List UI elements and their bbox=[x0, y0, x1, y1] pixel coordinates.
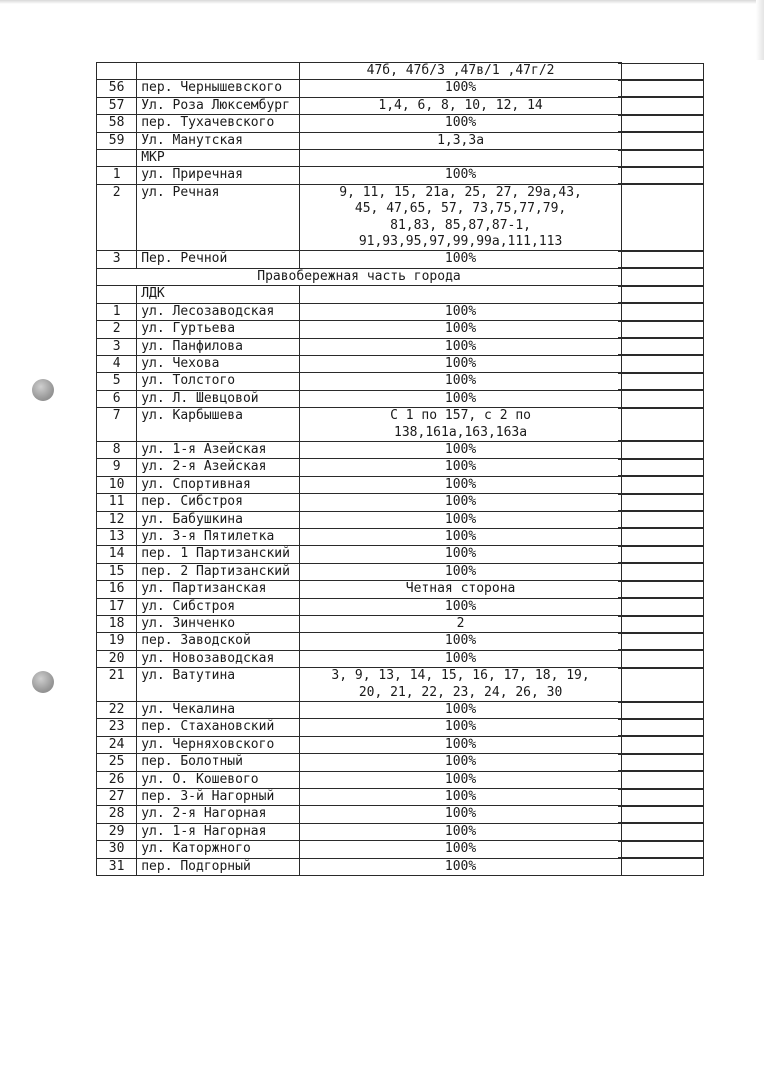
scan-top-edge bbox=[0, 0, 764, 4]
section-row bbox=[97, 268, 622, 285]
notes-cell bbox=[618, 268, 704, 285]
section-title: Правобережная часть города bbox=[97, 268, 622, 285]
address-table-body bbox=[97, 63, 622, 876]
house-numbers: 100% bbox=[300, 373, 622, 390]
table-row bbox=[97, 563, 622, 580]
table-row bbox=[97, 806, 622, 823]
house-numbers: 100% bbox=[300, 80, 622, 97]
notes-cell bbox=[618, 286, 704, 303]
table-row bbox=[97, 581, 622, 598]
row-number: 26 bbox=[97, 771, 137, 788]
row-number: 1 bbox=[97, 303, 137, 320]
table-row bbox=[97, 736, 622, 753]
row-number: 27 bbox=[97, 789, 137, 806]
street-name: пер. Заводской bbox=[137, 633, 300, 650]
street-name: пер. 3-й Нагорный bbox=[137, 789, 300, 806]
table-row bbox=[97, 771, 622, 788]
notes-cell bbox=[618, 736, 704, 753]
street-name: ул. Чехова bbox=[137, 355, 300, 372]
table-row bbox=[97, 251, 622, 268]
notes-cell bbox=[618, 754, 704, 771]
row-number: 28 bbox=[97, 806, 137, 823]
row-number: 19 bbox=[97, 633, 137, 650]
notes-cell bbox=[618, 581, 704, 598]
house-numbers: 100% bbox=[300, 494, 622, 511]
street-name: ул. Приречная bbox=[137, 167, 300, 184]
table-row bbox=[97, 408, 622, 442]
street-name: ул. Панфилова bbox=[137, 338, 300, 355]
row-number: 16 bbox=[97, 581, 137, 598]
notes-cell bbox=[618, 719, 704, 736]
row-number: 23 bbox=[97, 719, 137, 736]
row-number: 18 bbox=[97, 616, 137, 633]
table-row bbox=[97, 841, 622, 858]
row-number: 9 bbox=[97, 459, 137, 476]
table-row bbox=[97, 511, 622, 528]
table-row bbox=[97, 633, 622, 650]
house-numbers: 100% bbox=[300, 321, 622, 338]
table-row bbox=[97, 546, 622, 563]
house-numbers: 100% bbox=[300, 719, 622, 736]
house-numbers: 47б, 47б/3 ,47в/1 ,47г/2 bbox=[300, 63, 622, 80]
notes-cell bbox=[618, 702, 704, 719]
street-name: ул. Гуртьева bbox=[137, 321, 300, 338]
house-numbers: 1,3,3а bbox=[300, 132, 622, 149]
address-table bbox=[96, 62, 622, 876]
house-numbers: 100% bbox=[300, 650, 622, 667]
notes-column bbox=[618, 62, 704, 876]
notes-cell bbox=[618, 771, 704, 788]
street-name: Ул. Роза Люксембург bbox=[137, 97, 300, 114]
notes-cell bbox=[618, 408, 704, 442]
scan-right-edge bbox=[756, 0, 764, 60]
row-number: 30 bbox=[97, 841, 137, 858]
house-numbers: Четная сторона bbox=[300, 581, 622, 598]
notes-cell bbox=[618, 132, 704, 149]
table-row bbox=[97, 476, 622, 493]
street-name: ул. Лесозаводская bbox=[137, 303, 300, 320]
street-name bbox=[137, 63, 300, 80]
street-name: пер. Тухачевского bbox=[137, 115, 300, 132]
street-name: ул. 2-я Азейская bbox=[137, 459, 300, 476]
street-name: ул. Ватутина bbox=[137, 668, 300, 702]
house-numbers: 100% bbox=[300, 806, 622, 823]
notes-cell bbox=[618, 789, 704, 806]
table-row bbox=[97, 338, 622, 355]
row-number: 14 bbox=[97, 546, 137, 563]
house-numbers: 100% bbox=[300, 598, 622, 615]
street-name: ул. 1-я Азейская bbox=[137, 441, 300, 458]
table-row bbox=[97, 668, 622, 702]
row-number: 5 bbox=[97, 373, 137, 390]
house-numbers: С 1 по 157, с 2 по 138,161а,163,163а bbox=[300, 408, 622, 442]
house-numbers: 100% bbox=[300, 511, 622, 528]
street-name: Ул. Манутская bbox=[137, 132, 300, 149]
table-row bbox=[97, 823, 622, 840]
notes-cell bbox=[618, 616, 704, 633]
row-number: 3 bbox=[97, 251, 137, 268]
row-number: 8 bbox=[97, 441, 137, 458]
notes-cell bbox=[618, 390, 704, 407]
house-numbers: 100% bbox=[300, 476, 622, 493]
punch-hole-bottom bbox=[32, 671, 54, 693]
table-row bbox=[97, 115, 622, 132]
street-name: ул. Спортивная bbox=[137, 476, 300, 493]
subsection-title: МКР bbox=[137, 150, 300, 167]
table-row bbox=[97, 789, 622, 806]
house-numbers: 100% bbox=[300, 841, 622, 858]
notes-cell bbox=[618, 321, 704, 338]
street-name: ул. О. Кошевого bbox=[137, 771, 300, 788]
row-number: 21 bbox=[97, 668, 137, 702]
street-name: ул. Черняховского bbox=[137, 736, 300, 753]
street-name: ул. 1-я Нагорная bbox=[137, 823, 300, 840]
street-name: пер. Подгорный bbox=[137, 858, 300, 875]
notes-cell bbox=[618, 650, 704, 667]
notes-cell bbox=[618, 494, 704, 511]
street-name: пер. Болотный bbox=[137, 754, 300, 771]
house-numbers: 100% bbox=[300, 528, 622, 545]
table-row bbox=[97, 616, 622, 633]
notes-cell bbox=[618, 546, 704, 563]
street-name: ул. 2-я Нагорная bbox=[137, 806, 300, 823]
row-number: 31 bbox=[97, 858, 137, 875]
row-number: 29 bbox=[97, 823, 137, 840]
street-name: ул. 3-я Пятилетка bbox=[137, 528, 300, 545]
house-numbers: 100% bbox=[300, 702, 622, 719]
house-numbers: 100% bbox=[300, 390, 622, 407]
table-row bbox=[97, 167, 622, 184]
row-number: 3 bbox=[97, 338, 137, 355]
row-number: 20 bbox=[97, 650, 137, 667]
notes-cell bbox=[618, 373, 704, 390]
row-number: 59 bbox=[97, 132, 137, 149]
row-number: 22 bbox=[97, 702, 137, 719]
punch-hole-top bbox=[32, 379, 54, 401]
notes-cell bbox=[618, 115, 704, 132]
table-row bbox=[97, 528, 622, 545]
street-name: пер. Чернышевского bbox=[137, 80, 300, 97]
street-name: ул. Партизанская bbox=[137, 581, 300, 598]
house-numbers: 100% bbox=[300, 441, 622, 458]
notes-cell bbox=[618, 511, 704, 528]
notes-cell bbox=[618, 823, 704, 840]
notes-cell bbox=[618, 338, 704, 355]
notes-cell bbox=[618, 841, 704, 858]
row-number: 13 bbox=[97, 528, 137, 545]
house-numbers: 100% bbox=[300, 459, 622, 476]
row-number: 15 bbox=[97, 563, 137, 580]
table-row bbox=[97, 858, 622, 875]
table-row bbox=[97, 355, 622, 372]
row-number: 4 bbox=[97, 355, 137, 372]
street-name: пер. 1 Партизанский bbox=[137, 546, 300, 563]
notes-cell bbox=[618, 633, 704, 650]
notes-cell bbox=[618, 167, 704, 184]
notes-cell bbox=[618, 476, 704, 493]
house-numbers: 100% bbox=[300, 355, 622, 372]
subsection-row bbox=[97, 150, 622, 167]
street-name: ул. Новозаводская bbox=[137, 650, 300, 667]
table-row bbox=[97, 373, 622, 390]
notes-cell bbox=[618, 97, 704, 114]
table-row bbox=[97, 132, 622, 149]
notes-cell bbox=[618, 355, 704, 372]
notes-cell bbox=[618, 563, 704, 580]
street-name: ул. Каторжного bbox=[137, 841, 300, 858]
table-row bbox=[97, 97, 622, 114]
street-name: Пер. Речной bbox=[137, 251, 300, 268]
street-name: ул. Л. Шевцовой bbox=[137, 390, 300, 407]
house-numbers: 100% bbox=[300, 303, 622, 320]
table-row bbox=[97, 321, 622, 338]
notes-cell bbox=[618, 441, 704, 458]
house-numbers: 100% bbox=[300, 563, 622, 580]
row-number: 11 bbox=[97, 494, 137, 511]
row-number bbox=[97, 286, 137, 303]
notes-cell bbox=[618, 63, 704, 80]
house-numbers: 100% bbox=[300, 546, 622, 563]
row-number: 10 bbox=[97, 476, 137, 493]
row-number: 7 bbox=[97, 408, 137, 442]
house-numbers: 100% bbox=[300, 338, 622, 355]
house-numbers: 100% bbox=[300, 167, 622, 184]
house-numbers: 100% bbox=[300, 858, 622, 875]
row-number: 2 bbox=[97, 321, 137, 338]
row-number bbox=[97, 150, 137, 167]
street-name: пер. Сибстроя bbox=[137, 494, 300, 511]
table-row bbox=[97, 63, 622, 80]
house-numbers: 100% bbox=[300, 823, 622, 840]
house-numbers: 100% bbox=[300, 771, 622, 788]
table-row bbox=[97, 719, 622, 736]
row-number: 17 bbox=[97, 598, 137, 615]
house-numbers bbox=[300, 286, 622, 303]
notes-cell bbox=[618, 80, 704, 97]
notes-cell bbox=[618, 150, 704, 167]
table-row bbox=[97, 441, 622, 458]
house-numbers: 100% bbox=[300, 754, 622, 771]
table-row bbox=[97, 390, 622, 407]
house-numbers: 100% bbox=[300, 789, 622, 806]
subsection-title: ЛДК bbox=[137, 286, 300, 303]
row-number: 57 bbox=[97, 97, 137, 114]
table-row bbox=[97, 598, 622, 615]
notes-cell bbox=[618, 459, 704, 476]
house-numbers: 3, 9, 13, 14, 15, 16, 17, 18, 19, 20, 21, 22, 23, 24, 26, 30 bbox=[300, 668, 622, 702]
house-numbers: 1,4, 6, 8, 10, 12, 14 bbox=[300, 97, 622, 114]
street-name: ул. Зинченко bbox=[137, 616, 300, 633]
table-row bbox=[97, 702, 622, 719]
table-row bbox=[97, 184, 622, 251]
table-row bbox=[97, 494, 622, 511]
row-number: 12 bbox=[97, 511, 137, 528]
notes-cell bbox=[618, 528, 704, 545]
notes-cell bbox=[618, 184, 704, 251]
notes-cell bbox=[618, 806, 704, 823]
row-number: 25 bbox=[97, 754, 137, 771]
notes-cell bbox=[618, 251, 704, 268]
house-numbers bbox=[300, 150, 622, 167]
row-number: 6 bbox=[97, 390, 137, 407]
house-numbers: 100% bbox=[300, 633, 622, 650]
row-number: 58 bbox=[97, 115, 137, 132]
row-number: 2 bbox=[97, 184, 137, 251]
street-name: ул. Чекалина bbox=[137, 702, 300, 719]
table-row bbox=[97, 650, 622, 667]
street-name: ул. Сибстроя bbox=[137, 598, 300, 615]
table-row bbox=[97, 459, 622, 476]
house-numbers: 9, 11, 15, 21а, 25, 27, 29а,43, 45, 47,65, 57, 73,75,77,79, 81,83, 85,87,87-1, 91,93,95,97,99,99а,111,113 bbox=[300, 184, 622, 251]
house-numbers: 100% bbox=[300, 736, 622, 753]
notes-cell bbox=[618, 858, 704, 875]
street-name: пер. 2 Партизанский bbox=[137, 563, 300, 580]
notes-cell bbox=[618, 668, 704, 702]
table-row bbox=[97, 80, 622, 97]
table-row bbox=[97, 303, 622, 320]
street-name: пер. Стахановский bbox=[137, 719, 300, 736]
street-name: ул. Речная bbox=[137, 184, 300, 251]
row-number bbox=[97, 63, 137, 80]
row-number: 1 bbox=[97, 167, 137, 184]
street-name: ул. Карбышева bbox=[137, 408, 300, 442]
street-name: ул. Толстого bbox=[137, 373, 300, 390]
house-numbers: 2 bbox=[300, 616, 622, 633]
street-name: ул. Бабушкина bbox=[137, 511, 300, 528]
notes-cell bbox=[618, 303, 704, 320]
row-number: 24 bbox=[97, 736, 137, 753]
house-numbers: 100% bbox=[300, 251, 622, 268]
subsection-row bbox=[97, 286, 622, 303]
table-row bbox=[97, 754, 622, 771]
notes-cell bbox=[618, 598, 704, 615]
house-numbers: 100% bbox=[300, 115, 622, 132]
row-number: 56 bbox=[97, 80, 137, 97]
